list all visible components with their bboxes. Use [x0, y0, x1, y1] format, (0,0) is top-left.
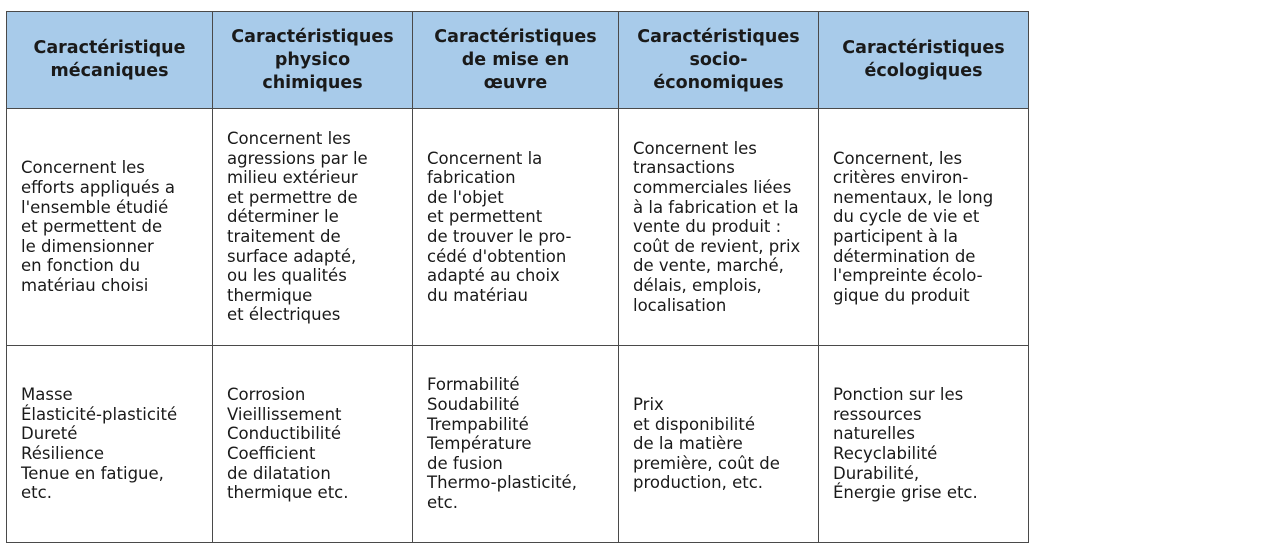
header-label: Caractéristiques de mise en œuvre [434, 26, 597, 93]
table-cell [413, 109, 619, 346]
characteristics-table-container [6, 11, 1028, 541]
cell-text: Concernent les efforts appliqués a l'ensemble étudié et permettent de le dimensionner en fonction du matériau choisi [21, 158, 175, 295]
cell-text: Ponction sur les ressources naturelles Recyclabilité Durabilité, Énergie grise etc. [833, 385, 978, 503]
table-cell [213, 109, 413, 346]
table-cell [619, 346, 819, 543]
table-header-row [7, 12, 1029, 109]
header-cell-mecaniques [7, 12, 213, 109]
cell-text: Concernent les agressions par le milieu extérieur et permettre de déterminer le traitement de surface adapté, ou les qualités thermique et électriques [227, 129, 368, 325]
cell-text: Concernent la fabrication de l'objet et permettent de trouver le pro- cédé d'obtention adapté au choix du matériau [427, 148, 572, 305]
table-row-examples [7, 346, 1029, 543]
table-cell [819, 346, 1029, 543]
table-cell [7, 346, 213, 543]
header-label: Caractéristique mécaniques [33, 38, 186, 81]
cell-text: Masse Élasticité-plasticité Dureté Résilience Tenue en fatigue, etc. [21, 385, 178, 503]
cell-text: Formabilité Soudabilité Trempabilité Température de fusion Thermo-plasticité, etc. [427, 375, 577, 512]
header-cell-socio-economiques [619, 12, 819, 109]
table-row-descriptions [7, 109, 1029, 346]
header-cell-ecologiques [819, 12, 1029, 109]
table-cell [619, 109, 819, 346]
table-cell [213, 346, 413, 543]
header-label: Caractéristiques physico chimiques [231, 26, 394, 93]
characteristics-table [6, 11, 1029, 543]
header-cell-mise-en-oeuvre [413, 12, 619, 109]
table-cell [413, 346, 619, 543]
header-label: Caractéristiques socio- économiques [637, 26, 800, 93]
cell-text: Concernent, les critères environ- nementaux, le long du cycle de vie et participent à la détermination de l'empreinte écolo- gique du produit [833, 148, 994, 305]
header-cell-physico-chimiques [213, 12, 413, 109]
table-cell [7, 109, 213, 346]
table-cell [819, 109, 1029, 346]
cell-text: Prix et disponibilité de la matière première, coût de production, etc. [633, 395, 780, 493]
cell-text: Corrosion Vieillissement Conductibilité Coefficient de dilatation thermique etc. [227, 385, 349, 503]
header-label: Caractéristiques écologiques [842, 38, 1005, 81]
cell-text: Concernent les transactions commerciales liées à la fabrication et la vente du produit : coût de revient, prix de vente, marché, délais, emplois, localisation [633, 138, 801, 315]
